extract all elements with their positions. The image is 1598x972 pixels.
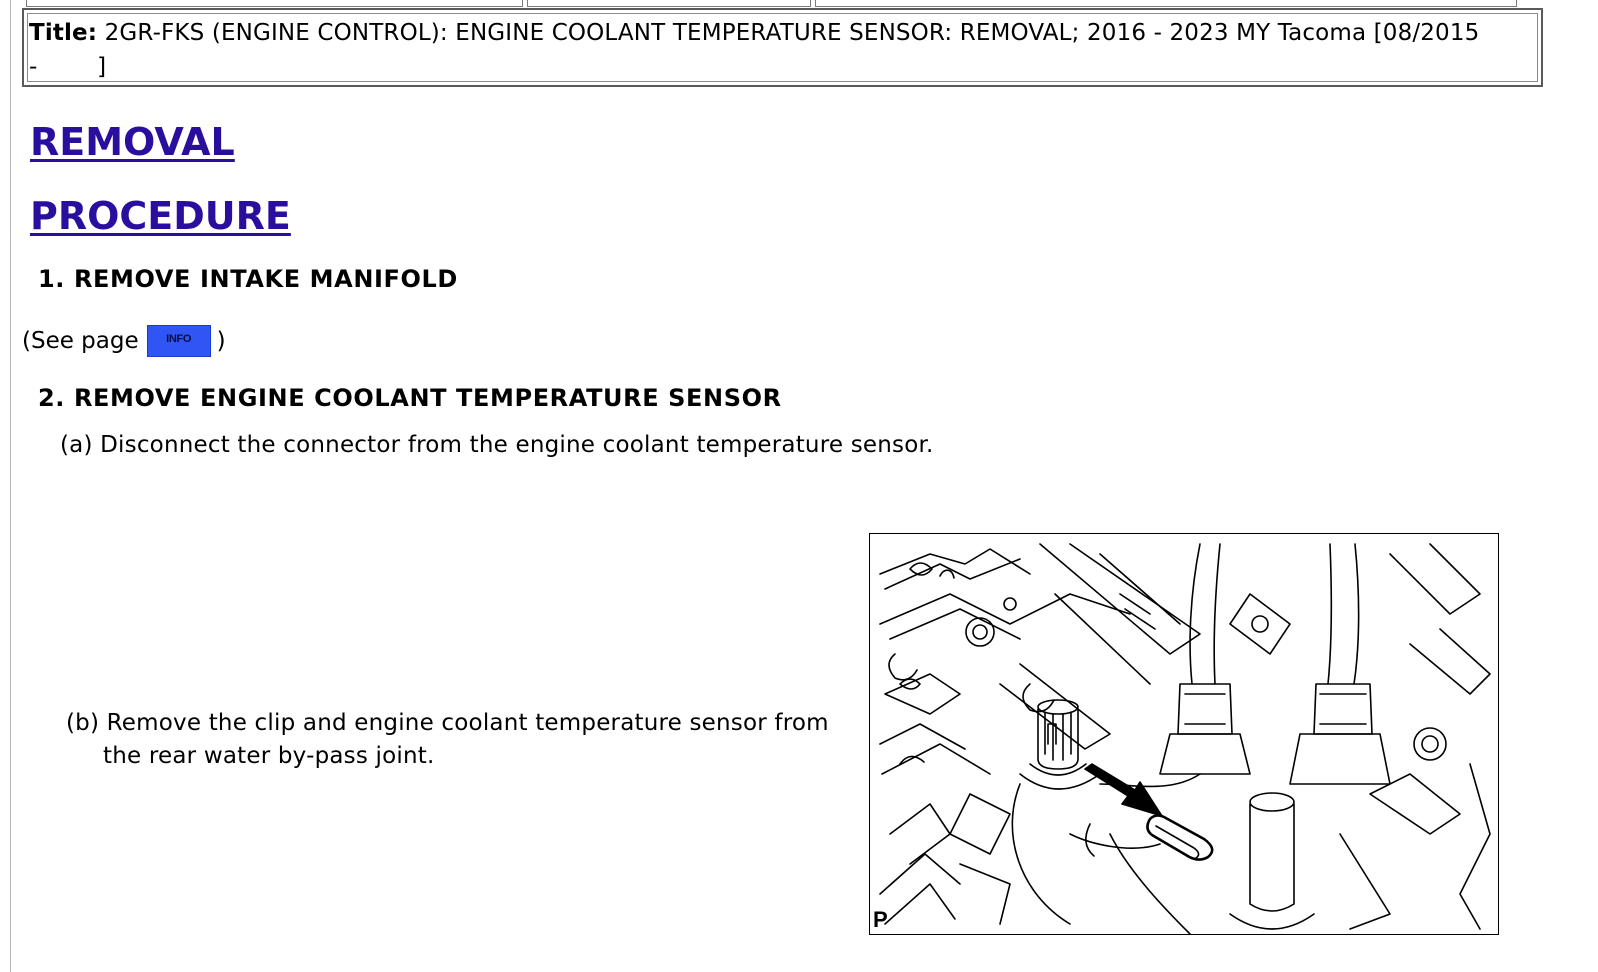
info-button-label: INFO (166, 333, 192, 345)
see-page-suffix: ) (216, 328, 226, 354)
removal-heading-link[interactable]: REMOVAL (30, 120, 235, 164)
engine-line-drawing (870, 534, 1498, 934)
title-text: 2GR-FKS (ENGINE CONTROL): ENGINE COOLANT TEMPERATURE SENSOR: REMOVAL; 2016 - 2023 MY Tacoma [08/2015 (104, 20, 1480, 46)
substep-b-line-2: the rear water by-pass joint. (103, 743, 435, 769)
document-title (29, 16, 1529, 84)
title-label: Title: (29, 20, 98, 46)
step-2-title: 2. REMOVE ENGINE COOLANT TEMPERATURE SENSOR (38, 384, 782, 412)
step-1-title: 1. REMOVE INTAKE MANIFOLD (38, 265, 458, 293)
see-page-reference (22, 325, 226, 359)
info-button[interactable] (147, 325, 211, 357)
substep-b-line-1: (b) Remove the clip and engine coolant temperature sensor from (66, 710, 829, 736)
header-table-cells (22, 0, 1547, 8)
substep-a: (a) Disconnect the connector from the engine coolant temperature sensor. (60, 432, 934, 458)
left-border (10, 0, 11, 972)
engine-illustration (869, 533, 1499, 935)
title-box (22, 8, 1543, 87)
see-page-prefix: (See page (22, 328, 139, 354)
figure-label: P (873, 907, 888, 932)
procedure-heading-link[interactable]: PROCEDURE (30, 194, 291, 238)
title-text-continued: - ] (29, 54, 107, 80)
